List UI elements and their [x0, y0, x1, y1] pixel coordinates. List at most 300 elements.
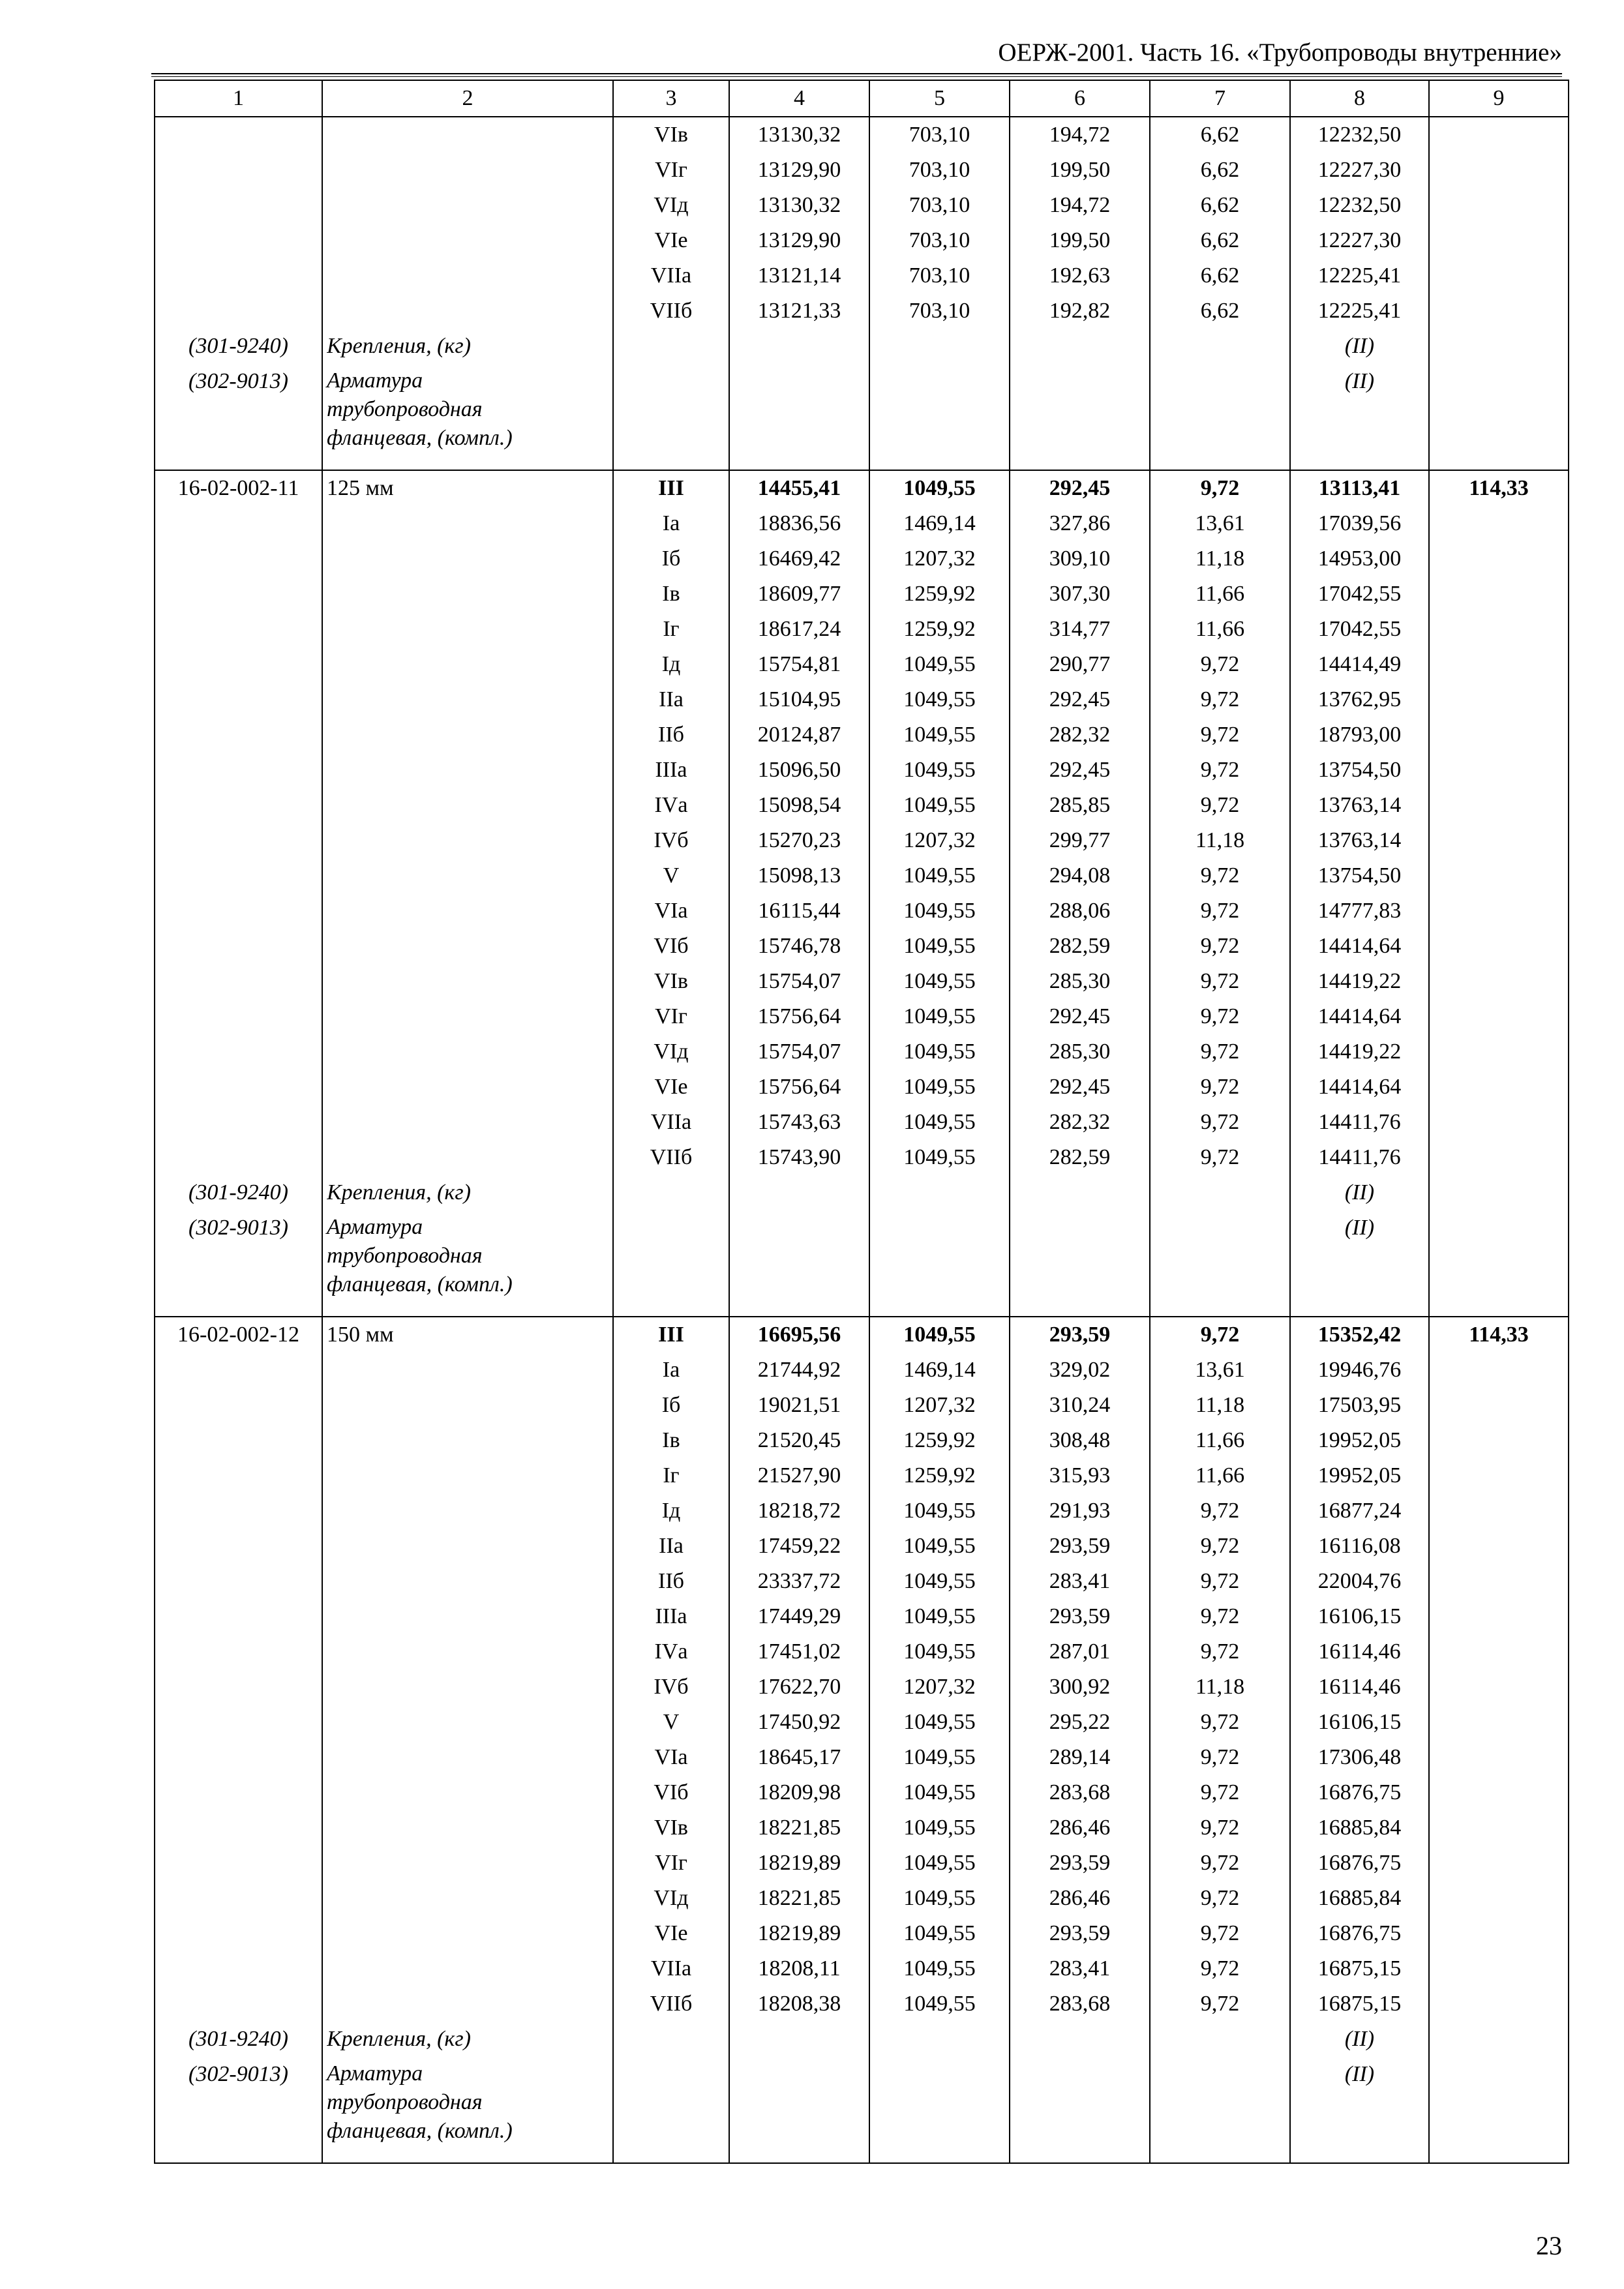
spacer [155, 823, 322, 858]
value-cell: 9,72 [1200, 1886, 1240, 1910]
name-cell [322, 1317, 613, 2163]
value-cell: 9,72 [1200, 723, 1240, 747]
value-cell: 13763,14 [1317, 828, 1402, 852]
value-cell: 18836,56 [757, 511, 841, 535]
resource-name: Крепления, (кг) [327, 2027, 471, 2051]
value-cell: 283,41 [1049, 1569, 1111, 1593]
zone-code: VIа [654, 899, 688, 923]
value-cell: 13129,90 [757, 158, 841, 182]
zone-code: V [663, 1710, 680, 1734]
total-value [1430, 117, 1568, 153]
value-cell: 11,18 [1195, 1675, 1245, 1699]
value-cell: 1049,55 [903, 1075, 976, 1099]
value-cell: 13,61 [1195, 1358, 1245, 1382]
zone-code: IIIа [655, 1604, 687, 1628]
resource-value: (II) [1344, 334, 1375, 358]
value-cell: 1049,55 [903, 934, 976, 958]
value-cell: 9,72 [1200, 1534, 1240, 1558]
value-cell: 288,06 [1049, 899, 1111, 923]
zone-code: Iв [662, 582, 680, 606]
value-column-cell [1010, 1317, 1150, 2163]
spacer [327, 258, 612, 293]
value-cell: 14411,76 [1318, 1110, 1401, 1134]
value-cell: 21527,90 [757, 1463, 841, 1488]
column-number: 1 [155, 80, 322, 117]
value-cell: 194,72 [1049, 123, 1111, 147]
spacer [327, 1634, 612, 1669]
spacer [327, 1951, 612, 1986]
total-value: 114,33 [1469, 1323, 1529, 1347]
zone-code: VIIа [650, 1956, 692, 1981]
value-cell: 18609,77 [757, 582, 841, 606]
spacer [327, 753, 612, 788]
value-cell: 14419,22 [1317, 969, 1402, 993]
spacer [155, 1564, 322, 1599]
rate-code: 16-02-002-12 [177, 1323, 299, 1347]
value-cell: 15098,54 [757, 793, 841, 817]
spacer [155, 293, 322, 329]
spacer [155, 1669, 322, 1705]
value-column-cell [729, 117, 869, 470]
value-cell: 1049,55 [903, 1040, 976, 1064]
value-cell: 11,66 [1195, 617, 1245, 641]
resource-value: (II) [1344, 1216, 1375, 1240]
value-cell: 15754,07 [757, 1040, 841, 1064]
page-number: 23 [1536, 2231, 1562, 2260]
spacer [327, 612, 612, 647]
zone-code: IVб [654, 828, 689, 852]
value-column-cell [613, 470, 729, 1317]
value-cell: 13763,14 [1317, 793, 1402, 817]
spacer [155, 893, 322, 929]
value-cell: 11,66 [1195, 1463, 1245, 1488]
value-cell: 17451,02 [757, 1639, 841, 1664]
spacer [327, 541, 612, 576]
total-value: 114,33 [1469, 476, 1529, 500]
value-cell: 703,10 [909, 228, 970, 252]
value-cell: 199,50 [1049, 228, 1111, 252]
page-header-title: ОЕРЖ-2001. Часть 16. «Трубопроводы внутренние» [998, 38, 1562, 67]
value-cell: 12225,41 [1317, 263, 1402, 288]
value-cell: 327,86 [1049, 511, 1111, 535]
column-number: 2 [322, 80, 613, 117]
spacer [155, 434, 322, 470]
value-cell: 285,30 [1049, 1040, 1111, 1064]
total-cell [1429, 470, 1569, 1317]
spacer [327, 1458, 612, 1493]
resource-value: (II) [1344, 1180, 1375, 1204]
resource-name-line: трубопроводная [327, 2090, 483, 2114]
value-cell: 16695,56 [757, 1323, 841, 1347]
value-cell: 1049,55 [903, 1921, 976, 1945]
value-column-cell [1010, 470, 1150, 1317]
spacer [155, 1986, 322, 2022]
value-cell: 283,68 [1049, 1992, 1111, 2016]
value-cell: 9,72 [1200, 1004, 1240, 1028]
value-cell: 13754,50 [1317, 758, 1402, 782]
value-cell: 1049,55 [903, 1604, 976, 1628]
value-cell: 1049,55 [903, 899, 976, 923]
resource-name-line: Арматура [327, 1215, 423, 1239]
value-cell: 192,63 [1049, 263, 1111, 288]
zone-code: VIг [655, 158, 687, 182]
rate-code [155, 117, 322, 153]
spacer [327, 1705, 612, 1740]
spacer [155, 1846, 322, 1881]
spacer [155, 1881, 322, 1916]
value-cell: 11,18 [1195, 546, 1245, 571]
value-cell: 9,72 [1200, 1851, 1240, 1875]
spacer [327, 1846, 612, 1881]
value-cell: 16876,75 [1317, 1780, 1402, 1804]
spacer [155, 999, 322, 1034]
value-cell: 13121,14 [757, 263, 841, 288]
zone-code: VIв [654, 969, 688, 993]
spacer [155, 1810, 322, 1846]
spacer [327, 893, 612, 929]
value-cell: 9,72 [1200, 1499, 1240, 1523]
spacer [155, 1246, 322, 1281]
spacer [155, 1599, 322, 1634]
value-cell: 15098,13 [757, 863, 841, 888]
value-cell: 283,68 [1049, 1780, 1111, 1804]
value-cell: 16469,42 [757, 546, 841, 571]
value-cell: 18617,24 [757, 617, 841, 641]
resource-value: (II) [1344, 369, 1375, 393]
value-cell: 310,24 [1049, 1393, 1111, 1417]
value-cell: 16876,75 [1317, 1851, 1402, 1875]
value-cell: 18208,38 [757, 1992, 841, 2016]
value-cell: 1049,55 [903, 1745, 976, 1769]
value-cell: 17306,48 [1317, 1745, 1402, 1769]
spacer [327, 823, 612, 858]
spacer [327, 1034, 612, 1070]
value-column-cell [1150, 1317, 1290, 2163]
value-cell: 703,10 [909, 193, 970, 217]
zone-code: IIIа [655, 758, 687, 782]
column-number: 6 [1010, 80, 1150, 117]
zone-code: Iа [662, 511, 680, 535]
value-cell: 14953,00 [1317, 546, 1402, 571]
value-column-cell [869, 1317, 1010, 2163]
spacer [327, 858, 612, 893]
spacer [155, 1388, 322, 1423]
value-cell: 14414,64 [1317, 1075, 1402, 1099]
spacer [155, 1775, 322, 1810]
value-cell: 16116,08 [1318, 1534, 1401, 1558]
value-cell: 9,72 [1200, 793, 1240, 817]
value-column-cell [729, 1317, 869, 2163]
spacer [155, 788, 322, 823]
zone-code: IVб [654, 1675, 689, 1699]
resource-name-line: фланцевая, (компл.) [327, 2119, 513, 2143]
spacer [327, 1353, 612, 1388]
resource-name: Крепления, (кг) [327, 334, 471, 358]
value-cell: 14419,22 [1317, 1040, 1402, 1064]
resource-name [327, 1210, 612, 1299]
rate-code: 16-02-002-11 [177, 476, 299, 500]
value-cell: 6,62 [1200, 193, 1240, 217]
resource-name [327, 2057, 612, 2146]
column-number: 7 [1150, 80, 1290, 117]
value-cell: 293,59 [1049, 1534, 1111, 1558]
resource-name: Крепления, (кг) [327, 1180, 471, 1204]
value-cell: 282,32 [1049, 1110, 1111, 1134]
value-cell: 194,72 [1049, 193, 1111, 217]
value-cell: 19021,51 [757, 1393, 841, 1417]
value-cell: 14414,49 [1317, 652, 1402, 676]
zone-code: V [663, 863, 680, 888]
value-cell: 16875,15 [1317, 1992, 1402, 2016]
zone-code: VIа [654, 1745, 688, 1769]
value-cell: 17503,95 [1317, 1393, 1402, 1417]
value-cell: 16875,15 [1317, 1956, 1402, 1981]
spacer [327, 1529, 612, 1564]
zone-code: Iв [662, 1428, 680, 1452]
spacer [155, 541, 322, 576]
value-cell: 703,10 [909, 158, 970, 182]
value-cell: 12225,41 [1317, 299, 1402, 323]
value-cell: 6,62 [1200, 123, 1240, 147]
zone-code: VIе [654, 228, 688, 252]
value-cell: 15352,42 [1317, 1323, 1402, 1347]
value-cell: 285,30 [1049, 969, 1111, 993]
resource-name-line: Арматура [327, 2061, 423, 2086]
value-cell: 292,45 [1049, 758, 1111, 782]
section-row [155, 1317, 1569, 2163]
value-cell: 703,10 [909, 263, 970, 288]
zone-code: IVа [654, 1639, 688, 1664]
spacer [155, 612, 322, 647]
spacer [155, 1458, 322, 1493]
value-cell: 22004,76 [1317, 1569, 1402, 1593]
value-cell: 19946,76 [1317, 1358, 1402, 1382]
section-row [155, 117, 1569, 470]
spacer [327, 1986, 612, 2022]
value-cell: 283,41 [1049, 1956, 1111, 1981]
zone-code: VIд [654, 1886, 689, 1910]
resource-code: (301-9240) [188, 334, 288, 358]
value-cell: 15270,23 [757, 828, 841, 852]
spacer [327, 1599, 612, 1634]
value-cell: 18219,89 [757, 1851, 841, 1875]
zone-code: VIIб [650, 1992, 693, 2016]
value-cell: 18208,11 [758, 1956, 841, 1981]
resource-name-line: фланцевая, (компл.) [327, 426, 513, 450]
value-cell: 292,45 [1049, 1004, 1111, 1028]
value-cell: 14777,83 [1317, 899, 1402, 923]
value-column-cell [869, 470, 1010, 1317]
value-cell: 1049,55 [903, 1499, 976, 1523]
value-column-cell [869, 117, 1010, 470]
resource-code: (301-9240) [188, 1180, 288, 1204]
value-cell: 307,30 [1049, 582, 1111, 606]
value-cell: 199,50 [1049, 158, 1111, 182]
rates-table [154, 80, 1569, 2164]
resource-name-line: трубопроводная [327, 1244, 483, 1268]
zone-code: IIа [659, 1534, 684, 1558]
zone-code: VIв [654, 1816, 688, 1840]
value-cell: 1049,55 [903, 476, 976, 500]
value-cell: 282,59 [1049, 934, 1111, 958]
spacer [155, 223, 322, 258]
zone-code: IIб [658, 723, 684, 747]
value-column-cell [1290, 117, 1429, 470]
value-cell: 16106,15 [1317, 1604, 1402, 1628]
value-cell: 1469,14 [903, 1358, 976, 1382]
value-cell: 1259,92 [903, 617, 976, 641]
value-cell: 1049,55 [903, 1639, 976, 1664]
value-cell: 1469,14 [903, 511, 976, 535]
spacer [327, 1810, 612, 1846]
spacer [155, 188, 322, 223]
spacer [327, 1881, 612, 1916]
value-cell: 285,85 [1049, 793, 1111, 817]
total-cell [1429, 1317, 1569, 2163]
spacer [155, 153, 322, 188]
value-cell: 1049,55 [903, 652, 976, 676]
value-cell: 1049,55 [903, 1780, 976, 1804]
code-cell [155, 117, 322, 470]
value-cell: 9,72 [1200, 969, 1240, 993]
value-cell: 9,72 [1200, 1992, 1240, 2016]
value-cell: 9,72 [1200, 1145, 1240, 1169]
value-cell: 15756,64 [757, 1075, 841, 1099]
value-cell: 16114,46 [1318, 1639, 1401, 1664]
value-cell: 1049,55 [903, 1886, 976, 1910]
value-cell: 294,08 [1049, 863, 1111, 888]
value-cell: 12227,30 [1317, 158, 1402, 182]
value-cell: 15743,90 [757, 1145, 841, 1169]
value-cell: 17042,55 [1317, 582, 1402, 606]
value-column-cell [1290, 470, 1429, 1317]
value-cell: 295,22 [1049, 1710, 1111, 1734]
value-cell: 19952,05 [1317, 1463, 1402, 1488]
zone-code: Iг [663, 1463, 680, 1488]
zone-code: Iб [661, 546, 681, 571]
spacer [155, 2127, 322, 2162]
zone-code: III [658, 476, 684, 500]
value-cell: 16114,46 [1318, 1675, 1401, 1699]
column-number: 4 [729, 80, 869, 117]
value-cell: 14414,64 [1317, 1004, 1402, 1028]
spacer [155, 858, 322, 893]
value-cell: 1049,55 [903, 1710, 976, 1734]
spacer [155, 1493, 322, 1529]
zone-code: VIб [654, 934, 689, 958]
value-cell: 292,45 [1049, 1075, 1111, 1099]
rate-name [327, 117, 612, 153]
value-cell: 17449,29 [757, 1604, 841, 1628]
spacer [155, 1070, 322, 1105]
value-cell: 1049,55 [903, 1956, 976, 1981]
section-row [155, 470, 1569, 1317]
value-cell: 9,72 [1200, 1569, 1240, 1593]
spacer [327, 1493, 612, 1529]
value-cell: 14414,64 [1317, 934, 1402, 958]
value-cell: 15756,64 [757, 1004, 841, 1028]
value-cell: 16115,44 [758, 899, 841, 923]
spacer [327, 576, 612, 612]
spacer [155, 1634, 322, 1669]
value-cell: 1049,55 [903, 723, 976, 747]
zone-code: VIв [654, 123, 688, 147]
value-cell: 1049,55 [903, 687, 976, 711]
spacer [155, 2092, 322, 2127]
value-cell: 9,72 [1200, 863, 1240, 888]
spacer [155, 753, 322, 788]
value-cell: 13762,95 [1317, 687, 1402, 711]
value-cell: 17622,70 [757, 1675, 841, 1699]
spacer [327, 1669, 612, 1705]
spacer [155, 399, 322, 434]
value-cell: 308,48 [1049, 1428, 1111, 1452]
zone-code: IIа [659, 687, 684, 711]
resource-code: (301-9240) [188, 2027, 288, 2051]
value-cell: 17450,92 [757, 1710, 841, 1734]
column-number: 5 [869, 80, 1010, 117]
spacer [155, 1529, 322, 1564]
spacer [327, 682, 612, 717]
value-cell: 290,77 [1049, 652, 1111, 676]
rate-name: 150 мм [327, 1323, 394, 1347]
value-cell: 11,66 [1195, 1428, 1245, 1452]
zone-code: VIд [654, 193, 689, 217]
value-cell: 329,02 [1049, 1358, 1111, 1382]
spacer [327, 293, 612, 329]
value-cell: 12232,50 [1317, 123, 1402, 147]
spacer [155, 1353, 322, 1388]
value-cell: 293,59 [1049, 1851, 1111, 1875]
value-cell: 9,72 [1200, 1745, 1240, 1769]
spacer [155, 1705, 322, 1740]
value-cell: 13129,90 [757, 228, 841, 252]
zone-code: VIIб [650, 1145, 693, 1169]
value-cell: 13113,41 [1318, 476, 1401, 500]
value-cell: 18219,89 [757, 1921, 841, 1945]
value-cell: 1049,55 [903, 1816, 976, 1840]
value-cell: 18645,17 [757, 1745, 841, 1769]
spacer [327, 999, 612, 1034]
spacer [155, 506, 322, 541]
spacer [155, 1105, 322, 1140]
resource-name-line: трубопроводная [327, 397, 483, 421]
value-cell: 1207,32 [903, 1675, 976, 1699]
spacer [155, 964, 322, 999]
value-cell: 291,93 [1049, 1499, 1111, 1523]
value-cell: 13121,33 [757, 299, 841, 323]
resource-code: (302-9013) [188, 1216, 288, 1240]
zone-code: Iа [662, 1358, 680, 1382]
spacer [327, 717, 612, 753]
zone-code: VIе [654, 1921, 688, 1945]
value-cell: 1207,32 [903, 828, 976, 852]
value-cell: 300,92 [1049, 1675, 1111, 1699]
value-cell: 16885,84 [1317, 1886, 1402, 1910]
spacer [327, 1388, 612, 1423]
value-cell: 299,77 [1049, 828, 1111, 852]
name-cell [322, 117, 613, 470]
spacer [155, 576, 322, 612]
value-column-cell [1010, 117, 1150, 470]
zone-code: IIб [658, 1569, 684, 1593]
value-cell: 1049,55 [903, 863, 976, 888]
value-cell: 11,18 [1195, 828, 1245, 852]
spacer [155, 1916, 322, 1951]
value-cell: 18218,72 [757, 1499, 841, 1523]
value-cell: 1207,32 [903, 546, 976, 571]
value-cell: 1049,55 [903, 1534, 976, 1558]
